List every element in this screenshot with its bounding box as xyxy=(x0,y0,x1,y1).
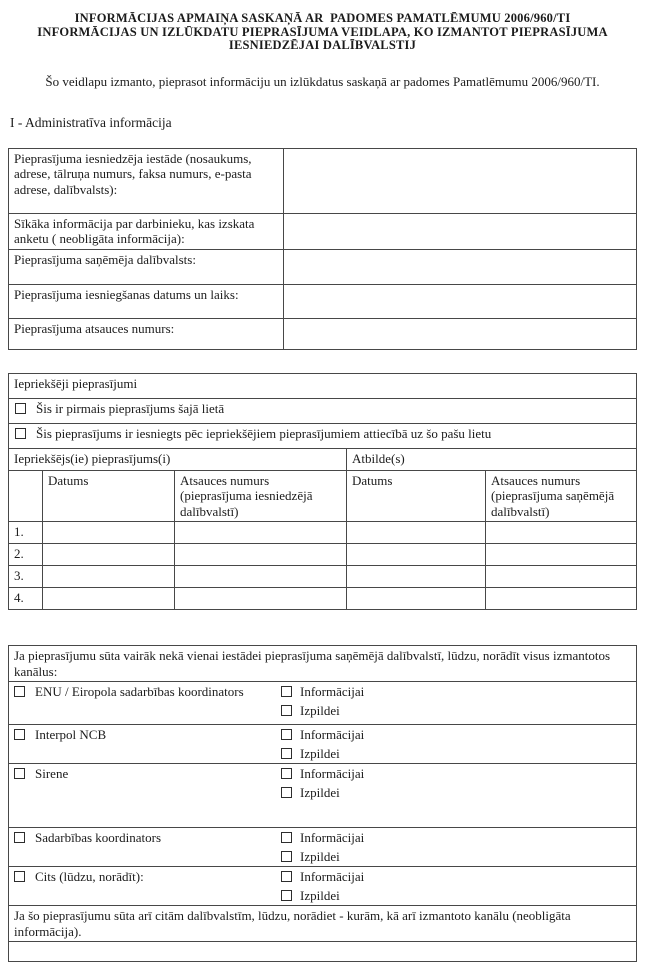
reply-date-input-cell[interactable] xyxy=(347,544,486,566)
document-title xyxy=(8,12,637,53)
purpose-information-option xyxy=(281,727,631,743)
execution-checkbox[interactable] xyxy=(281,705,292,716)
request-reference-input-cell[interactable] xyxy=(175,522,347,544)
intro-paragraph: Šo veidlapu izmanto, pieprasot informāciju un izlūkdatus saskaņā ar padomes Pamatlēmumu 2006/960/TI. xyxy=(45,73,600,89)
channel-other-option xyxy=(14,869,281,903)
information-label: Informācijai xyxy=(300,869,365,884)
channels-heading: Ja pieprasījumu sūta vairāk nekā vienai iestādei pieprasījuma saņēmējā dalībvalstī, lūdzu, norādīt visus izmantotos kanālus: xyxy=(9,646,637,682)
information-checkbox[interactable] xyxy=(281,871,292,882)
table-row xyxy=(9,448,637,470)
channels-table xyxy=(8,645,637,962)
previous-requests-heading: Iepriekšēji pieprasījumi xyxy=(9,373,637,398)
channel-liaison-label: Sadarbības koordinators xyxy=(35,830,162,845)
purpose-execution-option xyxy=(281,888,631,904)
information-checkbox[interactable] xyxy=(281,768,292,779)
table-row xyxy=(9,764,637,828)
purpose-information-option xyxy=(281,869,631,885)
case-officer-input-cell[interactable] xyxy=(284,213,637,249)
requested-member-state-input-cell[interactable] xyxy=(284,249,637,284)
reply-reference-input-cell[interactable] xyxy=(486,522,637,544)
table-row xyxy=(9,646,637,682)
channel-enu-checkbox[interactable] xyxy=(14,686,25,697)
reply-date-input-cell[interactable] xyxy=(347,588,486,610)
table-row xyxy=(9,284,637,318)
other-member-states-input-cell[interactable] xyxy=(9,942,637,962)
title-line-1: INFORMĀCIJAS APMAIŅA SASKAŅĀ AR PADOMES PAMATLĒMUMU 2006/960/TI xyxy=(74,11,571,25)
table-row xyxy=(9,682,637,725)
information-checkbox[interactable] xyxy=(281,832,292,843)
request-date-input-cell[interactable] xyxy=(43,522,175,544)
requesting-authority-table xyxy=(8,148,637,350)
information-checkbox[interactable] xyxy=(281,686,292,697)
request-reference-input-cell[interactable] xyxy=(175,566,347,588)
table-row xyxy=(9,725,637,764)
followup-request-label: Šis pieprasījums ir iesniegts pēc iepriekšējiem pieprasījumiem attiecībā uz šo pašu lietu xyxy=(36,425,492,441)
first-request-label: Šis ir pirmais pieprasījums šajā lietā xyxy=(36,400,225,416)
information-label: Informācijai xyxy=(300,727,365,742)
previous-requests-table xyxy=(8,373,637,611)
title-line-3: IESNIEDZĒJAI DALĪBVALSTIJ xyxy=(228,38,417,52)
channel-sirene-option xyxy=(14,766,281,800)
table-row xyxy=(9,249,637,284)
purpose-execution-option xyxy=(281,785,631,801)
reply-reference-input-cell[interactable] xyxy=(486,566,637,588)
information-checkbox[interactable] xyxy=(281,729,292,740)
execution-label: Izpildei xyxy=(300,887,340,903)
table-row xyxy=(9,213,637,249)
channel-enu-row xyxy=(9,682,637,725)
other-member-states-note: Ja šo pieprasījumu sūta arī citām dalībvalstīm, lūdzu, norādiet - kurām, kā arī izmantoto kanālu (neobligāta informācija). xyxy=(9,906,637,942)
channel-liaison-row xyxy=(9,828,637,867)
purpose-execution-option xyxy=(281,746,631,762)
execution-label: Izpildei xyxy=(300,784,340,800)
channel-enu-label: ENU / Eiropola sadarbības koordinators xyxy=(35,684,244,699)
previous-requests-group-header: Iepriekšējs(ie) pieprasījums(i) xyxy=(9,448,347,470)
table-row xyxy=(9,867,637,906)
execution-checkbox[interactable] xyxy=(281,890,292,901)
table-row xyxy=(9,398,637,423)
channel-other-label: Cits (lūdzu, norādīt): xyxy=(35,869,144,884)
table-row xyxy=(9,148,637,213)
purpose-execution-option xyxy=(281,849,631,865)
reply-reference-input-cell[interactable] xyxy=(486,588,637,610)
title-line-2: INFORMĀCIJAS UN IZLŪKDATU PIEPRASĪJUMA VEIDLAPA, KO IZMANTOT PIEPRASĪJUMA xyxy=(37,24,608,39)
information-label: Informācijai xyxy=(300,766,365,781)
purpose-information-option xyxy=(281,830,631,846)
channel-enu-option xyxy=(14,684,281,718)
purpose-execution-option xyxy=(281,703,631,719)
followup-request-option xyxy=(9,423,637,448)
channel-interpol-checkbox[interactable] xyxy=(14,729,25,740)
row-number-header-cell xyxy=(9,470,43,522)
row-number: 3. xyxy=(9,566,43,588)
channel-liaison-checkbox[interactable] xyxy=(14,832,25,843)
channel-interpol-label: Interpol NCB xyxy=(35,727,107,742)
table-row xyxy=(9,942,637,962)
request-reference-input-cell[interactable] xyxy=(284,318,637,349)
execution-checkbox[interactable] xyxy=(281,787,292,798)
request-reference-label: Pieprasījuma atsauces numurs: xyxy=(9,318,284,349)
table-row xyxy=(9,588,637,610)
requesting-authority-input-cell[interactable] xyxy=(284,148,637,213)
channel-liaison-option xyxy=(14,830,281,864)
reply-date-input-cell[interactable] xyxy=(347,522,486,544)
channel-other-row xyxy=(9,867,637,906)
request-date-column-header: Datums xyxy=(43,470,175,522)
first-request-checkbox[interactable] xyxy=(15,403,26,414)
reply-date-input-cell[interactable] xyxy=(347,566,486,588)
reply-reference-column-header: Atsauces numurs (pieprasījuma saņēmējā dalībvalstī) xyxy=(486,470,637,522)
table-row xyxy=(9,906,637,942)
request-date-input-cell[interactable] xyxy=(43,588,175,610)
execution-label: Izpildei xyxy=(300,745,340,761)
request-date-input-cell[interactable] xyxy=(43,544,175,566)
channel-sirene-label: Sirene xyxy=(35,766,69,781)
request-reference-column-header: Atsauces numurs (pieprasījuma iesniedzējā dalībvalstī) xyxy=(175,470,347,522)
purpose-information-option xyxy=(281,684,631,700)
channel-interpol-row xyxy=(9,725,637,764)
first-request-option xyxy=(9,398,637,423)
channel-sirene-row xyxy=(9,764,637,828)
execution-checkbox[interactable] xyxy=(281,851,292,862)
channel-sirene-checkbox[interactable] xyxy=(14,768,25,779)
table-row xyxy=(9,566,637,588)
channel-interpol-option xyxy=(14,727,281,761)
request-datetime-label: Pieprasījuma iesniegšanas datums un laiks: xyxy=(9,284,284,318)
channel-other-checkbox[interactable] xyxy=(14,871,25,882)
table-row xyxy=(9,470,637,522)
information-label: Informācijai xyxy=(300,830,365,845)
execution-label: Izpildei xyxy=(300,848,340,864)
requesting-authority-label: Pieprasījuma iesniedzēja iestāde (nosaukums, adrese, tālruņa numurs, faksa numurs, e-pasta adrese, dalībvalsts): xyxy=(9,148,284,213)
request-reference-input-cell[interactable] xyxy=(175,588,347,610)
table-row xyxy=(9,318,637,349)
replies-group-header: Atbilde(s) xyxy=(347,448,637,470)
purpose-information-option xyxy=(281,766,631,782)
table-row xyxy=(9,544,637,566)
case-officer-label: Sīkāka informācija par darbinieku, kas izskata anketu ( neobligāta informācija): xyxy=(9,213,284,249)
request-reference-input-cell[interactable] xyxy=(175,544,347,566)
requested-member-state-label: Pieprasījuma saņēmēja dalībvalsts: xyxy=(9,249,284,284)
reply-date-column-header: Datums xyxy=(347,470,486,522)
row-number: 2. xyxy=(9,544,43,566)
table-row xyxy=(9,423,637,448)
table-row xyxy=(9,373,637,398)
table-row xyxy=(9,522,637,544)
followup-request-checkbox[interactable] xyxy=(15,428,26,439)
execution-label: Izpildei xyxy=(300,702,340,718)
row-number: 4. xyxy=(9,588,43,610)
section-heading-administrative: I - Administratīva informācija xyxy=(10,114,172,130)
execution-checkbox[interactable] xyxy=(281,748,292,759)
information-label: Informācijai xyxy=(300,684,365,699)
request-date-input-cell[interactable] xyxy=(43,566,175,588)
row-number: 1. xyxy=(9,522,43,544)
table-row xyxy=(9,828,637,867)
reply-reference-input-cell[interactable] xyxy=(486,544,637,566)
request-datetime-input-cell[interactable] xyxy=(284,284,637,318)
